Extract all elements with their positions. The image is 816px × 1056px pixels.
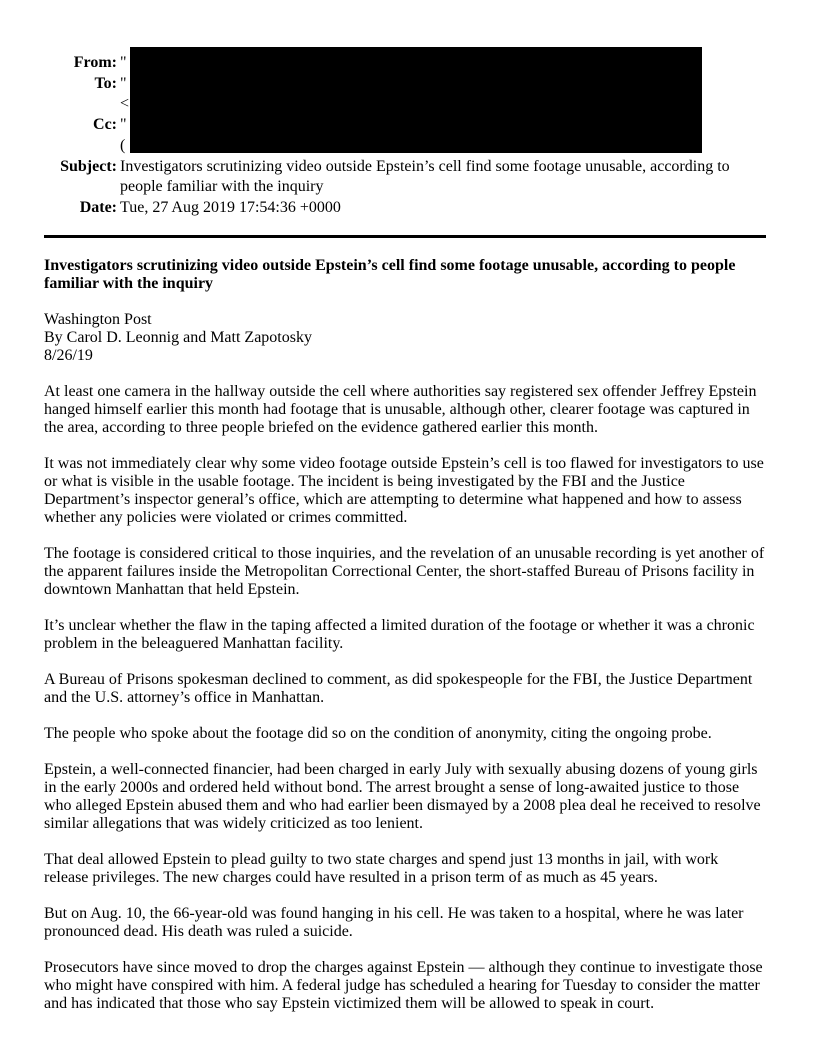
cc-value-line2: ( <box>120 136 126 154</box>
redaction-box <box>130 47 702 153</box>
cc-value-line1: " <box>120 116 127 134</box>
article-date: 8/26/19 <box>44 347 93 364</box>
date-value: Tue, 27 Aug 2019 17:54:36 +0000 <box>120 198 341 216</box>
article-paragraph: But on Aug. 10, the 66-year-old was found hanging in his cell. He was taken to a hospital, where he was later pronounced dead. His death was ruled a suicide. <box>44 905 744 940</box>
article-body <box>44 257 766 1031</box>
article-title: Investigators scrutinizing video outside Epstein’s cell find some footage unusable, according to people familiar with the inquiry <box>44 257 736 292</box>
cc-label: Cc: <box>93 116 117 134</box>
subject-value: Investigators scrutinizing video outside Epstein’s cell find some footage unusable, according to people familiar with the inquiry <box>120 157 730 196</box>
article-paragraph: At least one camera in the hallway outside the cell where authorities say registered sex offender Jeffrey Epstein hanged himself earlier this month had footage that is unusable, although other, clearer footage was captured in the area, according to three people briefed on the evidence gathered earlier this month. <box>44 383 757 436</box>
article-paragraph: It’s unclear whether the flaw in the taping affected a limited duration of the footage or whether it was a chronic problem in the beleaguered Manhattan facility. <box>44 617 755 652</box>
article-paragraph: A Bureau of Prisons spokesman declined to comment, as did spokespeople for the FBI, the Justice Department and the U.S. attorney’s office in Manhattan. <box>44 671 753 706</box>
subject-row <box>44 157 766 198</box>
article-paragraph: The footage is considered critical to those inquiries, and the revelation of an unusable recording is yet another of the apparent failures inside the Metropolitan Correctional Center, the short-staffed Bureau of Prisons facility in downtown Manhattan that held Epstein. <box>44 545 765 598</box>
article-paragraph: Prosecutors have since moved to drop the charges against Epstein — although they continue to investigate those who might have conspired with him. A federal judge has scheduled a hearing for Tuesday to consider the matter and has indicated that those who say Epstein victimized them will be allowed to speak in court. <box>44 959 763 1012</box>
article-paragraph: The people who spoke about the footage did so on the condition of anonymity, citing the ongoing probe. <box>44 725 712 742</box>
to-label: To: <box>94 74 117 92</box>
from-value: " <box>120 54 127 71</box>
article-source: Washington Post <box>44 311 152 328</box>
header-divider <box>44 235 766 238</box>
date-row <box>44 198 766 219</box>
article-byline: By Carol D. Leonnig and Matt Zapotosky <box>44 329 312 346</box>
article-paragraph: It was not immediately clear why some video footage outside Epstein’s cell is too flawed for investigators to use or what is visible in the usable footage. The incident is being investigated by the FBI and the Justice Department’s inspector general’s office, which are attempting to determine what happened and how to assess whether any policies were violated or crimes committed. <box>44 455 764 526</box>
byline-block <box>44 311 766 365</box>
to-value-line1: " <box>120 74 127 92</box>
subject-label: Subject: <box>60 157 117 175</box>
article-paragraph: That deal allowed Epstein to plead guilty to two state charges and spend just 13 months in jail, with work release privileges. The new charges could have resulted in a prison term of as much as 45 years. <box>44 851 719 886</box>
article-paragraph: Epstein, a well-connected financier, had been charged in early July with sexually abusing dozens of young girls in the early 2000s and ordered held without bond. The arrest brought a sense of long-awaited justice to those who alleged Epstein abused them and who had earlier been dismayed by a 2008 plea deal he received to resolve similar allegations that was widely criticized as too lenient. <box>44 761 761 832</box>
to-value-line2: < <box>120 95 130 113</box>
date-label: Date: <box>79 198 117 216</box>
from-label: From: <box>73 54 117 71</box>
